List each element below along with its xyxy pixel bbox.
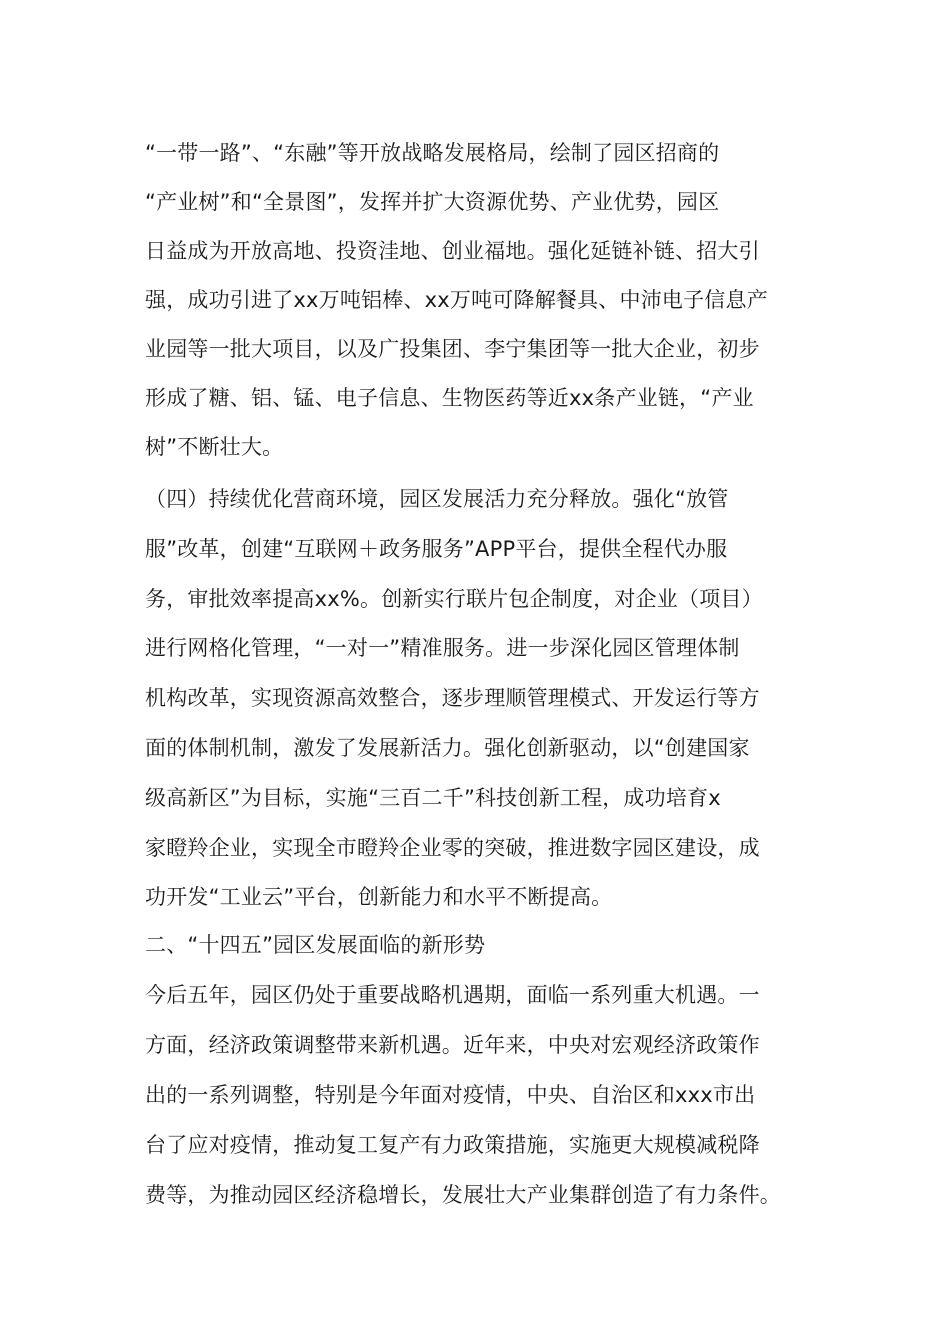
text-line: 今后五年，园区仍处于重要战略机遇期，面临一系列重大机遇。一 [145, 983, 760, 1007]
text-line: 服”改革，创建“互联网＋政务服务”APP平台，提供全程代办服 [145, 537, 728, 561]
text-line: “产业树”和“全景图”，发挥并扩大资源优势、产业优势，园区 [145, 190, 720, 214]
text-line: 形成了糖、铝、锰、电子信息、生物医药等近xx条产业链，“产业 [145, 386, 754, 410]
text-line: 功开发“工业云”平台，创新能力和水平不断提高。 [145, 885, 613, 909]
section-heading-line: （四）持续优化营商环境，园区发展活力充分释放。强化“放管 [145, 487, 729, 511]
text-line: 务，审批效率提高xx%。创新实行联片包企制度，对企业（项目） [145, 587, 763, 611]
text-line: 进行网格化管理，“一对一”精准服务。进一步深化园区管理体制 [145, 636, 740, 660]
section-heading: 二、“十四五”园区发展面临的新形势 [145, 933, 486, 957]
text-line: 机构改革，实现资源高效整合，逐步理顺管理模式、开发运行等方 [145, 686, 760, 710]
text-line: 日益成为开放高地、投资洼地、创业福地。强化延链补链、招大引 [145, 239, 760, 263]
text-line: 出的一系列调整，特别是今年面对疫情，中央、自治区和xxx市出 [145, 1083, 756, 1107]
text-line: 树”不断壮大。 [145, 435, 284, 459]
text-line: 级高新区”为目标，实施“三百二千”科技创新工程，成功培育x [145, 786, 721, 810]
text-line: 方面，经济政策调整带来新机遇。近年来，中央对宏观经济政策作 [145, 1033, 760, 1057]
text-line: 面的体制机制，激发了发展新活力。强化创新驱动，以“创建国家 [145, 736, 750, 760]
text-line: “一带一路”、“东融”等开放战略发展格局，绘制了园区招商的 [145, 141, 720, 165]
text-line: 家瞪羚企业，实现全市瞪羚企业零的突破，推进数字园区建设，成 [145, 836, 760, 860]
text-line: 业园等一批大项目，以及广投集团、李宁集团等一批大企业，初步 [145, 337, 760, 361]
text-line: 台了应对疫情，推动复工复产有力政策措施，实施更大规模减税降 [145, 1133, 760, 1157]
text-line: 强，成功引进了xx万吨铝棒、xx万吨可降解餐具、中沛电子信息产 [145, 288, 768, 312]
text-line: 费等，为推动园区经济稳增长，发展壮大产业集群创造了有力条件。 [145, 1183, 781, 1207]
